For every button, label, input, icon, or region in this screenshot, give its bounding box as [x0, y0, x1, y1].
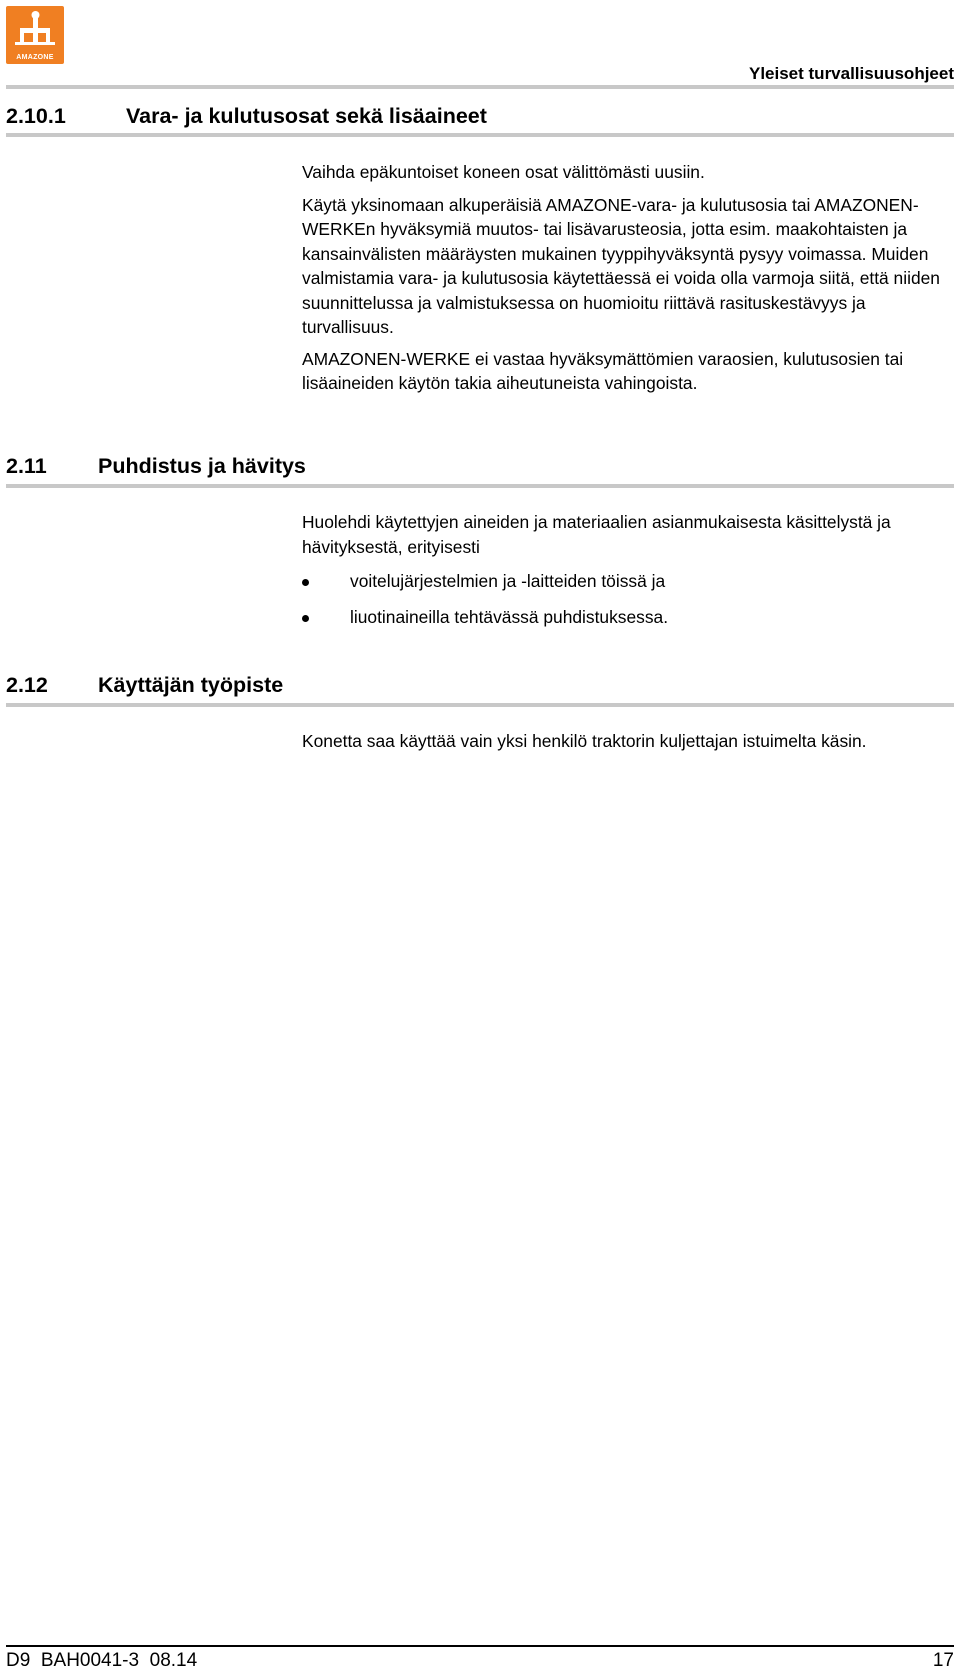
bullet-icon	[302, 615, 309, 622]
section-rule	[6, 484, 954, 488]
paragraph: Käytä yksinomaan alkuperäisiä AMAZONE-vara- ja kulutusosia tai AMAZONEN-WERKEn hyväksymiä muutos- tai lisävarusteosia, jotta esim. maakohtaisten ja kansainvälisten määräysten mukainen tyyppihyväksyntä pysyy voimassa. Muiden valmistamia vara- ja kulutusosia käytettäessä ei voida olla varmoja siitä, että niiden suunnittelussa ja valmistuksessa on huomioitu riittävä rasituskestävyys ja turvallisuus.	[302, 194, 940, 337]
paragraph: AMAZONEN-WERKE ei vastaa hyväksymättömien varaosien, kulutusosien tai lisäaineiden käytön takia aiheutuneista vahingoista.	[302, 348, 904, 393]
section-number: 2.11	[6, 454, 47, 478]
header-rule	[6, 85, 954, 89]
section-number: 2.12	[6, 673, 48, 697]
amazone-logo-icon	[6, 6, 64, 54]
logo-wordmark: AMAZONE	[16, 54, 54, 61]
running-head: Yleiset turvallisuusohjeet	[748, 64, 954, 83]
section-body	[302, 160, 942, 396]
amazone-logo	[6, 6, 64, 64]
paragraph: Vaihda epäkuntoiset koneen osat välittömästi uusiin.	[302, 162, 705, 182]
section-title: Puhdistus ja hävitys	[98, 454, 306, 478]
section-number: 2.10.1	[6, 104, 66, 128]
document-id: D9 BAH0041-3 08.14	[6, 1650, 198, 1671]
list-item-text: liuotinaineilla tehtävässä puhdistuksessa.	[350, 607, 669, 627]
section-heading	[6, 673, 283, 698]
section-title: Käyttäjän työpiste	[98, 673, 284, 697]
paragraph: Huolehdi käytettyjen aineiden ja materiaalien asianmukaisesta käsittelystä ja hävityksestä, erityisesti	[302, 512, 891, 557]
section-heading	[6, 104, 487, 129]
section-rule	[6, 703, 954, 707]
section-rule	[6, 133, 954, 137]
section-title: Vara- ja kulutusosat sekä lisäaineet	[126, 104, 487, 128]
page-number: 17	[932, 1650, 954, 1671]
section-heading	[6, 454, 306, 479]
paragraph: Konetta saa käyttää vain yksi henkilö traktorin kuljettajan istuimelta käsin.	[302, 731, 867, 751]
footer-rule	[6, 1645, 954, 1647]
section-body	[302, 510, 942, 559]
list-item-text: voitelujärjestelmien ja -laitteiden töissä ja	[350, 571, 666, 591]
bullet-icon	[302, 579, 309, 586]
section-body	[302, 729, 942, 754]
